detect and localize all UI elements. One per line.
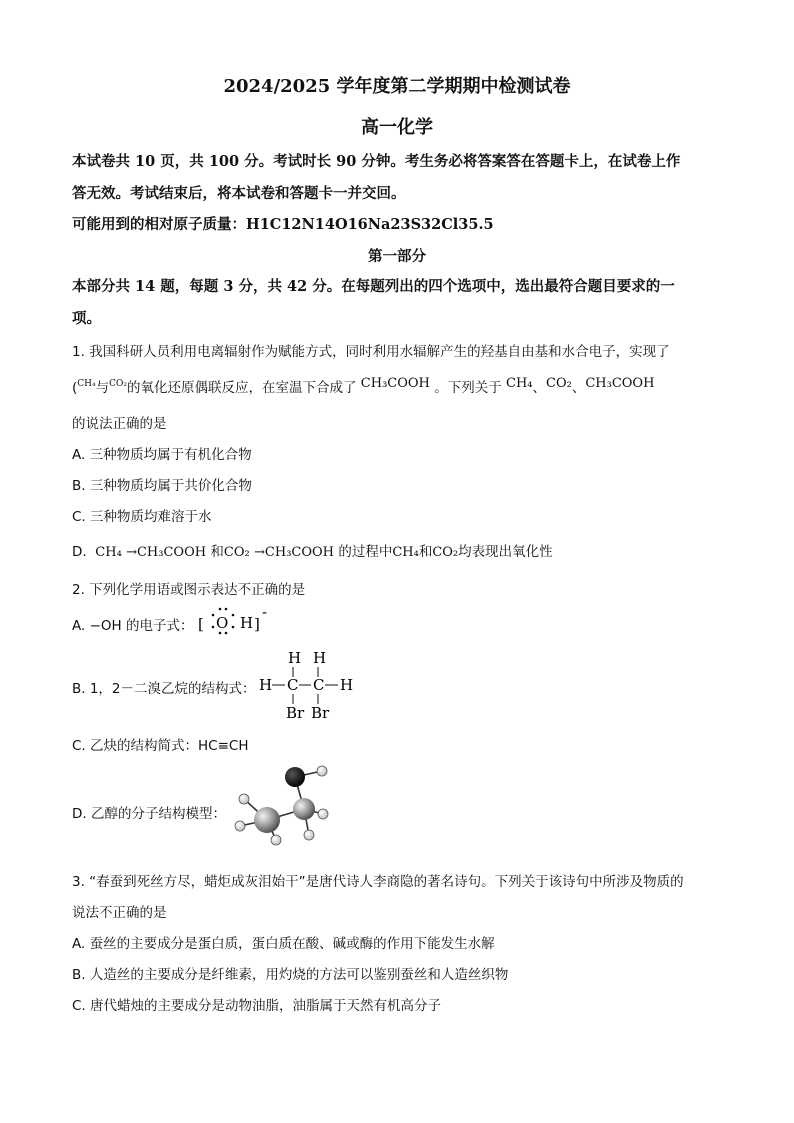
q1-option-d: D. CH₄ →CH₃COOH 和CO₂ →CH₃COOH 的过程中CH₄和CO₂均表现出氧化性 [72,544,553,560]
q3-stem-line-2: 说法不正确的是 [72,905,167,921]
q3-option-b: B. 人造丝的主要成分是纤维素，用灼烧的方法可以鉴别蚕丝和人造丝织物 [72,967,509,983]
subject-title: 高一化学 [361,117,433,138]
q3-option-c: C. 唐代蜡烛的主要成分是动物油脂，油脂属于天然有机高分子 [72,998,442,1014]
carbon-atom [293,798,315,820]
instructions-line-2: 答无效。考试结束后，将本试卷和答题卡一并交回。 [72,185,406,202]
formula-ch3cooh: CH₃COOH [585,376,655,391]
q1-stem-line-3: 的说法正确的是 [72,416,167,432]
part-intro-line-1: 本部分共 14 题，每题 3 分，共 42 分。在每题列出的四个选项中，选出最符合题目要求的一 [72,278,675,295]
formula-ch4: CH₄ [77,379,96,389]
svg-text:H: H [313,649,327,667]
lewis-hydrogen: H [240,614,254,632]
q2-option-d: D. 乙醇的分子结构模型： [72,806,226,822]
svg-text:]: ] [254,615,260,633]
formula-ch4: CH₄ [506,376,533,391]
q2-option-b: B. 1，2－二溴乙烷的结构式： [72,681,256,697]
hydrogen-atom [304,830,314,840]
svg-text:C: C [313,676,325,694]
hydrogen-atom [318,809,328,819]
lewis-oxygen: O [216,614,229,632]
svg-text:C: C [287,676,299,694]
q1-option-b: B. 三种物质均属于共价化合物 [72,478,252,494]
svg-text:[: [ [198,615,204,633]
hydrogen-atom [271,835,281,845]
svg-text:Br: Br [311,704,330,722]
q1-stem-line-2: ($^{CH_4}$与$^{CO_2}$的氧化还原偶联反应，在室温下合成了 CH₃COOH 。下列关于 CH₄、CO₂、CH₃COOH [72,376,655,396]
hydroxyl-lewis-structure [196,606,276,636]
svg-text:H: H [288,649,302,667]
dibromoethane-structure [255,648,360,723]
instructions-line-1: 本试卷共 10 页，共 100 分。考试时长 90 分钟。考生务必将答案答在答题卡上，在试卷上作 [72,153,681,170]
hydrogen-atom [235,821,245,831]
q1-option-c: C. 三种物质均难溶于水 [72,509,212,525]
hydrogen-atom [317,766,327,776]
q2-option-c: C. 乙炔的结构简式：HC≡CH [72,738,249,754]
svg-text:Br: Br [286,704,305,722]
q2-stem: 2. 下列化学用语或图示表达不正确的是 [72,582,306,598]
q3-stem-line-1: 3. “春蚕到死丝方尽，蜡炬成灰泪始干”是唐代诗人李商隐的著名诗句。下列关于该诗句中所涉及物质的 [72,874,684,890]
formula-co2: CO₂ [109,379,127,389]
lewis-charge: - [262,606,268,621]
exam-title: 2024/2025 学年度第二学期期中检测试卷 [223,76,571,97]
q2-option-a: A. −OH 的电子式： [72,618,194,634]
part-intro-line-2: 项。 [72,310,101,327]
atomic-masses: 可能用到的相对原子质量：H1C12N14O16Na23S32Cl35.5 [72,216,494,233]
part-heading: 第一部分 [368,248,426,265]
svg-text:H: H [340,676,354,694]
q1-option-a: A. 三种物质均属于有机化合物 [72,447,252,463]
oxygen-atom [285,767,305,787]
svg-text:H: H [259,676,273,694]
carbon-atom [254,807,280,833]
ethanol-ball-stick-model [228,762,338,847]
formula-ch3cooh: CH₃COOH [360,376,430,391]
formula-co2: CO₂ [546,376,572,391]
q1-stem-line-1: 1. 我国科研人员利用电离辐射作为赋能方式，同时利用水辐解产生的羟基自由基和水合电子，实现了 [72,344,670,360]
hydrogen-atom [239,794,249,804]
q3-option-a: A. 蚕丝的主要成分是蛋白质，蛋白质在酸、碱或酶的作用下能发生水解 [72,936,495,952]
